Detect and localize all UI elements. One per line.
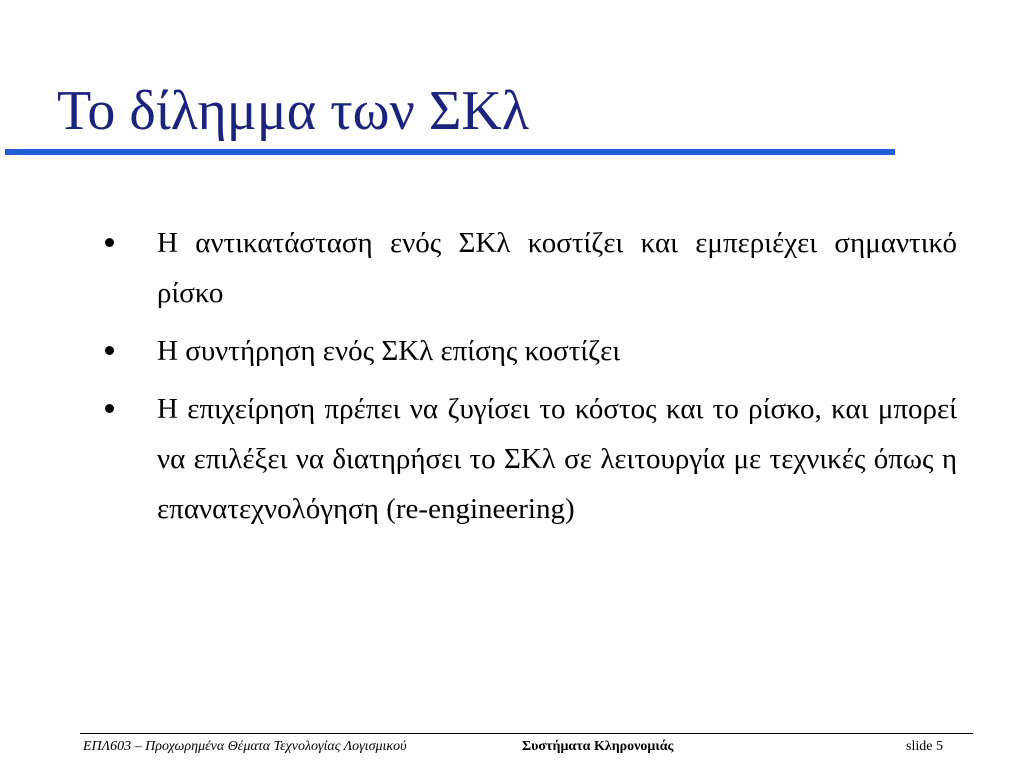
slide-title: Το δίλημμα των ΣΚλ: [57, 80, 530, 142]
bullet-text: Η συντήρηση ενός ΣΚλ επίσης κοστίζει: [157, 335, 621, 367]
footer-slide-number: slide 5: [906, 739, 943, 754]
bullet-text: Η αντικατάσταση ενός ΣΚλ κοστίζει και εμπεριέχει σημαντικό ρίσκο: [157, 227, 957, 309]
title-underline: [5, 149, 895, 155]
bullet-item: [100, 218, 957, 318]
bullet-dot-icon: [105, 404, 114, 413]
bullet-list: [100, 218, 957, 542]
bullet-text: Η επιχείρηση πρέπει να ζυγίσει το κόστος και το ρίσκο, και μπορεί να επιλέξει να διατηρήσει το ΣΚλ σε λειτουργία με τεχνικές όπως η επανατεχνολόγηση (re-engineering): [157, 393, 957, 525]
bullet-item: [100, 326, 957, 376]
bullet-item: [100, 384, 957, 534]
footer-course-name: ΕΠΛ603 – Προχωρημένα Θέματα Τεχνολογίας Λογισμικού: [83, 739, 407, 754]
bullet-dot-icon: [105, 238, 114, 247]
footer-topic: Συστήματα Κληρονομιάς: [522, 739, 674, 754]
bullet-dot-icon: [105, 346, 114, 355]
footer-divider: [80, 733, 973, 734]
